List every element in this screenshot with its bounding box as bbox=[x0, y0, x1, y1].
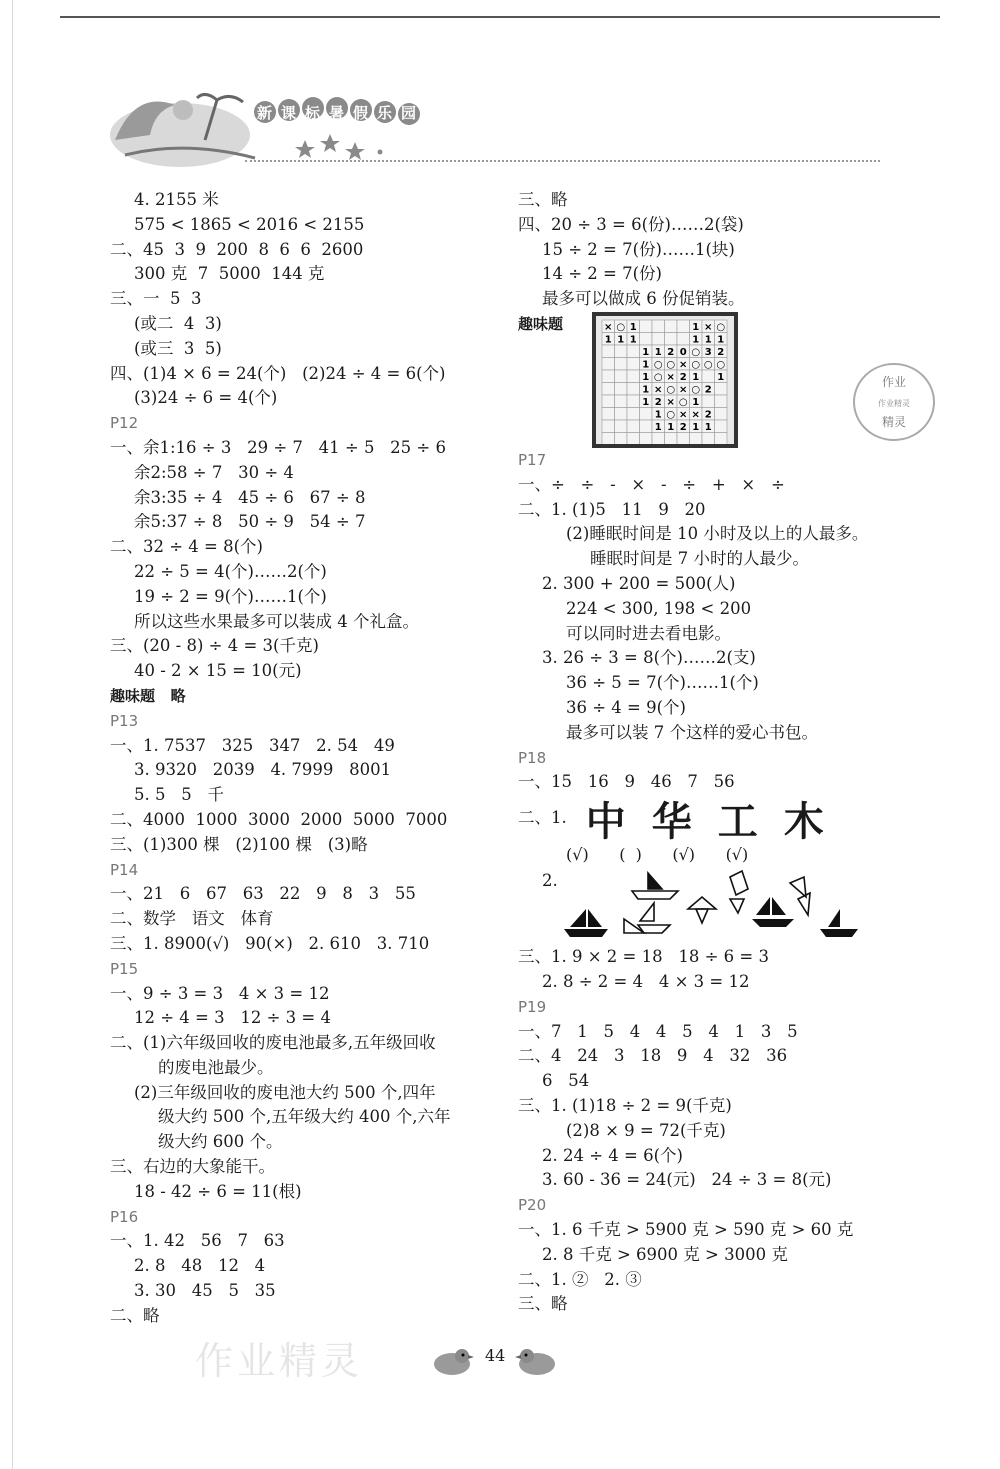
grid-cell-mark: 1 bbox=[704, 334, 712, 346]
grid-cell-mark: 2 bbox=[679, 421, 687, 433]
answer-line: 二、4000 1000 3000 2000 5000 7000 bbox=[110, 809, 448, 829]
answer-line: 575 < 1865 < 2016 < 2155 bbox=[134, 214, 365, 234]
p18-check-marks: (√) ( ) (√) (√) bbox=[566, 845, 749, 865]
grid-cell-mark: 1 bbox=[629, 334, 637, 346]
answer-line: 18 - 42 ÷ 6 = 11(根) bbox=[134, 1181, 302, 1201]
answer-line: 224 < 300, 198 < 200 bbox=[566, 598, 752, 618]
answer-line: 36 ÷ 5 = 7(个)……1(个) bbox=[566, 673, 759, 693]
stamp-top-text: 作业 bbox=[881, 375, 907, 389]
grid-cell-mark: 1 bbox=[642, 371, 650, 383]
answer-line: 4. 2155 米 bbox=[134, 190, 219, 209]
answer-line: 三、略 bbox=[518, 190, 568, 209]
grid-cell-mark: 2 bbox=[667, 346, 675, 358]
answer-line: 二、32 ÷ 4 = 8(个) bbox=[110, 537, 263, 557]
answer-line: 3. 26 ÷ 3 = 8(个)……2(支) bbox=[542, 648, 756, 668]
grid-cell-mark: 1 bbox=[667, 421, 675, 433]
grid-cell bbox=[715, 420, 728, 433]
right-answer-column bbox=[518, 188, 928, 1317]
grid-cell-mark: 2 bbox=[704, 409, 712, 421]
grid-cell-mark: 3 bbox=[704, 346, 712, 358]
answer-line: 最多可以装 7 个这样的爱心书包。 bbox=[566, 722, 818, 742]
answer-line: 三、略 bbox=[518, 1294, 568, 1314]
page-number: 44 bbox=[485, 1346, 506, 1365]
page-ref-label: P12 bbox=[110, 414, 139, 433]
answer-line: 趣味题 略 bbox=[110, 686, 186, 705]
grid-cell-mark: × bbox=[691, 409, 700, 421]
answer-line: 一、余1:16 ÷ 3 29 ÷ 7 41 ÷ 5 25 ÷ 6 bbox=[110, 437, 446, 457]
answer-line: 3. 60 - 36 = 24(元) 24 ÷ 3 = 8(元) bbox=[542, 1170, 832, 1190]
page-ref-label: P18 bbox=[518, 748, 547, 767]
grid-cell-mark: 1 bbox=[717, 334, 725, 346]
p18-q2-2-label: 2. bbox=[542, 871, 558, 891]
puzzle-label: 趣味题 bbox=[518, 314, 564, 333]
banner-logo bbox=[105, 80, 445, 170]
char-hua: 华 bbox=[651, 798, 692, 845]
grid-cell bbox=[677, 320, 690, 333]
header-dotted-rule bbox=[245, 160, 880, 162]
answer-line: 14 ÷ 2 = 7(份) bbox=[542, 264, 662, 284]
grid-cell bbox=[627, 432, 640, 445]
answer-line: 级大约 500 个,五年级大约 400 个,六年 bbox=[158, 1107, 451, 1127]
answer-line: 一、1. 7537 325 347 2. 54 49 bbox=[110, 735, 395, 755]
right-top-block bbox=[518, 188, 928, 312]
grid-cell bbox=[615, 370, 628, 383]
grid-cell-mark: 2 bbox=[717, 346, 725, 358]
grid-cell bbox=[677, 432, 690, 445]
tangram-shapes bbox=[518, 869, 928, 945]
grid-cell-mark: 1 bbox=[704, 421, 712, 433]
answer-line: 二、45 3 9 200 8 6 6 2600 bbox=[110, 239, 364, 259]
grid-cell-mark: ○ bbox=[691, 359, 701, 371]
answer-line: 的废电池最少。 bbox=[158, 1057, 274, 1077]
answer-line: 一、9 ÷ 3 = 3 4 × 3 = 12 bbox=[110, 983, 330, 1003]
grid-cell-mark: 1 bbox=[642, 359, 650, 371]
answer-line: 40 - 2 × 15 = 10(元) bbox=[134, 661, 302, 681]
answer-line: 二、略 bbox=[110, 1305, 160, 1325]
grid-cell-mark: 1 bbox=[692, 371, 700, 383]
grid-cell bbox=[640, 332, 653, 345]
grid-cell-mark: 2 bbox=[654, 396, 662, 408]
answer-line: 二、1. (1)5 11 9 20 bbox=[518, 499, 706, 519]
answer-line: 一、1. 6 千克 > 5900 克 > 590 克 > 60 克 bbox=[518, 1219, 854, 1239]
grid-cell bbox=[627, 357, 640, 370]
answer-line: 余2:58 ÷ 7 30 ÷ 4 bbox=[134, 462, 294, 482]
p18-q2-label: 二、1. bbox=[518, 807, 567, 827]
grid-cell-mark: 1 bbox=[629, 321, 637, 333]
grid-cell-mark: 2 bbox=[679, 371, 687, 383]
answer-line: 一、15 16 9 46 7 56 bbox=[518, 772, 735, 792]
answer-line: 三、1. 9 × 2 = 18 18 ÷ 6 = 3 bbox=[518, 947, 769, 967]
bird-right-icon bbox=[515, 1342, 561, 1378]
answer-line: 余3:35 ÷ 4 45 ÷ 6 67 ÷ 8 bbox=[134, 487, 366, 507]
right-mid-block bbox=[518, 448, 928, 795]
banner-title: 新课标暑假乐园 bbox=[257, 104, 426, 122]
grid-cell-mark: 1 bbox=[604, 334, 612, 346]
figure-6 bbox=[790, 877, 810, 915]
answer-line: 一、21 6 67 63 22 9 8 3 55 bbox=[110, 884, 416, 904]
grid-cell-mark: ○ bbox=[691, 384, 701, 396]
page-ref-label: P15 bbox=[110, 959, 139, 978]
grid-cell-mark: 1 bbox=[617, 334, 625, 346]
answer-line: (或二 4 3) bbox=[134, 313, 222, 333]
answer-line: 22 ÷ 5 = 4(个)……2(个) bbox=[134, 561, 327, 581]
answer-line: 2. 8 ÷ 2 = 4 4 × 3 = 12 bbox=[542, 971, 750, 991]
bird-left-icon bbox=[428, 1342, 474, 1378]
minesweeper-grid bbox=[592, 312, 738, 448]
grid-cell-mark: × bbox=[704, 321, 713, 333]
watermark-text: 作业精灵 bbox=[195, 1339, 364, 1383]
answer-line: 三、(1)300 棵 (2)100 棵 (3)略 bbox=[110, 834, 368, 854]
grid-cell bbox=[602, 382, 615, 395]
answer-line: 12 ÷ 4 = 3 12 ÷ 3 = 4 bbox=[134, 1008, 331, 1028]
answer-line: 3. 9320 2039 4. 7999 8001 bbox=[134, 760, 392, 780]
grid-cell-mark: 1 bbox=[692, 334, 700, 346]
page-edge bbox=[12, 0, 13, 1469]
answer-line: 三、1. (1)18 ÷ 2 = 9(千克) bbox=[518, 1095, 732, 1115]
answer-line: 级大约 600 个。 bbox=[158, 1132, 283, 1152]
answer-line: 2. 8 千克 > 6900 克 > 3000 克 bbox=[542, 1244, 788, 1264]
boat-7 bbox=[820, 909, 858, 937]
page-ref-label: P16 bbox=[110, 1207, 139, 1226]
grid-cell bbox=[602, 432, 615, 445]
grid-cell-mark: × bbox=[679, 384, 688, 396]
page-ref-label: P20 bbox=[518, 1196, 547, 1215]
answer-line: 300 克 7 5000 144 克 bbox=[134, 264, 325, 284]
answer-line: 2. 24 ÷ 4 = 6(个) bbox=[542, 1145, 683, 1165]
answer-line: 3. 30 45 5 35 bbox=[134, 1281, 276, 1301]
grid-cell bbox=[652, 320, 665, 333]
grid-cell bbox=[615, 382, 628, 395]
grid-cell-mark: 1 bbox=[692, 321, 700, 333]
answer-line: 一、1. 42 56 7 63 bbox=[110, 1231, 285, 1251]
answer-line: 2. 300 + 200 = 500(人) bbox=[542, 573, 736, 593]
grid-cell-mark: 1 bbox=[654, 421, 662, 433]
grid-cell bbox=[690, 432, 703, 445]
grid-cell-mark: ○ bbox=[666, 384, 676, 396]
answer-line: 5. 5 5 千 bbox=[134, 785, 224, 805]
grid-cell bbox=[665, 332, 678, 345]
grid-cell bbox=[652, 332, 665, 345]
answer-line: 三、一 5 3 bbox=[110, 289, 202, 309]
answer-line: 三、1. 8900(√) 90(×) 2. 610 3. 710 bbox=[110, 933, 430, 953]
grid-cell bbox=[640, 320, 653, 333]
page-ref-label: P19 bbox=[518, 997, 547, 1016]
grid-cell-mark: ○ bbox=[691, 346, 701, 358]
grid-cell-mark: 2 bbox=[704, 384, 712, 396]
grid-cell bbox=[627, 345, 640, 358]
grid-cell bbox=[627, 370, 640, 383]
grid-cell-mark: ○ bbox=[703, 359, 713, 371]
answer-line: 15 ÷ 2 = 7(份)……1(块) bbox=[542, 239, 735, 259]
tangram-figures bbox=[558, 869, 858, 945]
left-answer-column bbox=[110, 188, 490, 1329]
answer-line: 36 ÷ 4 = 9(个) bbox=[566, 697, 686, 717]
grid-cell bbox=[602, 395, 615, 408]
p18-characters-row bbox=[518, 795, 928, 845]
grid-cell bbox=[602, 370, 615, 383]
puzzle-section bbox=[518, 312, 928, 448]
grid-cell-mark: ○ bbox=[716, 321, 726, 333]
grid-cell-mark: 1 bbox=[654, 346, 662, 358]
grid-cell bbox=[677, 332, 690, 345]
answer-line: 6 54 bbox=[542, 1071, 590, 1091]
grid-cell-mark: ○ bbox=[678, 396, 688, 408]
answer-line: (2)三年级回收的废电池大约 500 个,四年 bbox=[134, 1082, 436, 1102]
grid-cell-mark: ○ bbox=[666, 359, 676, 371]
answer-line: (2)睡眠时间是 10 小时及以上的人最多。 bbox=[566, 524, 869, 544]
grid-cell bbox=[627, 407, 640, 420]
answer-line: 二、4 24 3 18 9 4 32 36 bbox=[518, 1046, 788, 1066]
grid-cell-mark: 1 bbox=[642, 384, 650, 396]
answer-line: 一、7 1 5 4 4 5 4 1 3 5 bbox=[518, 1021, 798, 1041]
grid-cell bbox=[640, 407, 653, 420]
grid-cell-mark: × bbox=[666, 371, 675, 383]
answer-line: 一、÷ ÷ - × - ÷ + × ÷ bbox=[518, 474, 785, 494]
answer-line: 最多可以做成 6 份促销装。 bbox=[542, 289, 745, 309]
answer-line: 可以同时进去看电影。 bbox=[566, 623, 731, 643]
grid-cell bbox=[602, 420, 615, 433]
grid-cell-mark: 1 bbox=[654, 409, 662, 421]
grid-cell-mark: ○ bbox=[653, 371, 663, 383]
grid-cell-mark: × bbox=[666, 396, 675, 408]
answer-line: 睡眠时间是 7 小时的人最少。 bbox=[590, 549, 809, 569]
char-mu: 木 bbox=[783, 798, 824, 845]
grid-cell-mark: 1 bbox=[642, 396, 650, 408]
grid-cell bbox=[702, 432, 715, 445]
stamp-bottom-text: 精灵 bbox=[881, 415, 907, 429]
grid-cell bbox=[615, 407, 628, 420]
grid-cell-mark: × bbox=[679, 359, 688, 371]
grid-cell bbox=[665, 320, 678, 333]
answer-line: 三、(20 - 8) ÷ 4 = 3(千克) bbox=[110, 636, 319, 656]
boat-2 bbox=[624, 873, 678, 933]
figure-4 bbox=[730, 871, 748, 913]
grid-cell bbox=[715, 382, 728, 395]
boat-5 bbox=[752, 897, 794, 927]
grid-cell bbox=[627, 420, 640, 433]
answer-line: 二、数学 语文 体育 bbox=[110, 909, 274, 929]
grid-cell bbox=[615, 357, 628, 370]
grid-cell bbox=[640, 432, 653, 445]
grid-cell-mark: × bbox=[654, 384, 663, 396]
grid-cell-mark: 1 bbox=[717, 371, 725, 383]
grid-cell bbox=[702, 395, 715, 408]
answer-line: 二、(1)六年级回收的废电池最多,五年级回收 bbox=[110, 1033, 436, 1053]
boat-1 bbox=[564, 909, 608, 937]
answer-line: 三、右边的大象能干。 bbox=[110, 1157, 275, 1177]
page-ref-label: P14 bbox=[110, 860, 139, 879]
grid-cell-mark: 0 bbox=[679, 346, 687, 358]
grid-cell bbox=[652, 432, 665, 445]
answer-line: 所以这些水果最多可以装成 4 个礼盒。 bbox=[134, 611, 419, 631]
grid-cell bbox=[615, 345, 628, 358]
answer-line: (或三 3 5) bbox=[134, 338, 222, 358]
grid-cell bbox=[602, 357, 615, 370]
grid-cell-mark: × bbox=[604, 321, 613, 333]
grid-cell-mark: 1 bbox=[692, 396, 700, 408]
right-bottom-block bbox=[518, 945, 928, 1317]
grid-cell-mark: ○ bbox=[716, 359, 726, 371]
char-gong: 工 bbox=[717, 798, 758, 845]
answer-line: (3)24 ÷ 6 = 4(个) bbox=[134, 388, 278, 408]
answer-line: 四、20 ÷ 3 = 6(份)……2(袋) bbox=[518, 214, 744, 234]
answer-line: 四、(1)4 × 6 = 24(个) (2)24 ÷ 4 = 6(个) bbox=[110, 363, 446, 383]
grid-cell bbox=[715, 432, 728, 445]
grid-cell bbox=[702, 370, 715, 383]
grid-cell bbox=[615, 395, 628, 408]
grid-cell bbox=[715, 395, 728, 408]
grid-cell bbox=[615, 420, 628, 433]
grid-cell bbox=[715, 407, 728, 420]
answer-line: 19 ÷ 2 = 9(个)……1(个) bbox=[134, 586, 327, 606]
answer-line: 2. 8 48 12 4 bbox=[134, 1256, 266, 1276]
grid-cell bbox=[627, 382, 640, 395]
grid-cell-mark: 1 bbox=[692, 421, 700, 433]
grid-cell bbox=[627, 395, 640, 408]
top-rule bbox=[60, 16, 940, 18]
grid-cell-mark: ○ bbox=[666, 409, 676, 421]
grid-cell-mark: ○ bbox=[653, 359, 663, 371]
grid-cell-mark: ○ bbox=[616, 321, 626, 333]
answer-line: (2)8 × 9 = 72(千克) bbox=[566, 1120, 726, 1140]
answer-line: 余5:37 ÷ 8 50 ÷ 9 54 ÷ 7 bbox=[134, 512, 366, 532]
grid-cell bbox=[602, 345, 615, 358]
char-zhong: 中 bbox=[585, 798, 626, 845]
answer-line: 二、1. ② 2. ③ bbox=[518, 1269, 642, 1289]
page-ref-label: P17 bbox=[518, 450, 547, 469]
stamp-middle-text: 作业精灵 bbox=[878, 399, 910, 408]
page-ref-label: P13 bbox=[110, 711, 139, 730]
figure-3 bbox=[688, 897, 716, 923]
grid-cell bbox=[615, 432, 628, 445]
grid-cell bbox=[602, 407, 615, 420]
grid-cell-mark: 1 bbox=[642, 346, 650, 358]
grid-cell bbox=[640, 420, 653, 433]
grid-cell bbox=[665, 432, 678, 445]
grid-cell-mark: × bbox=[679, 409, 688, 421]
